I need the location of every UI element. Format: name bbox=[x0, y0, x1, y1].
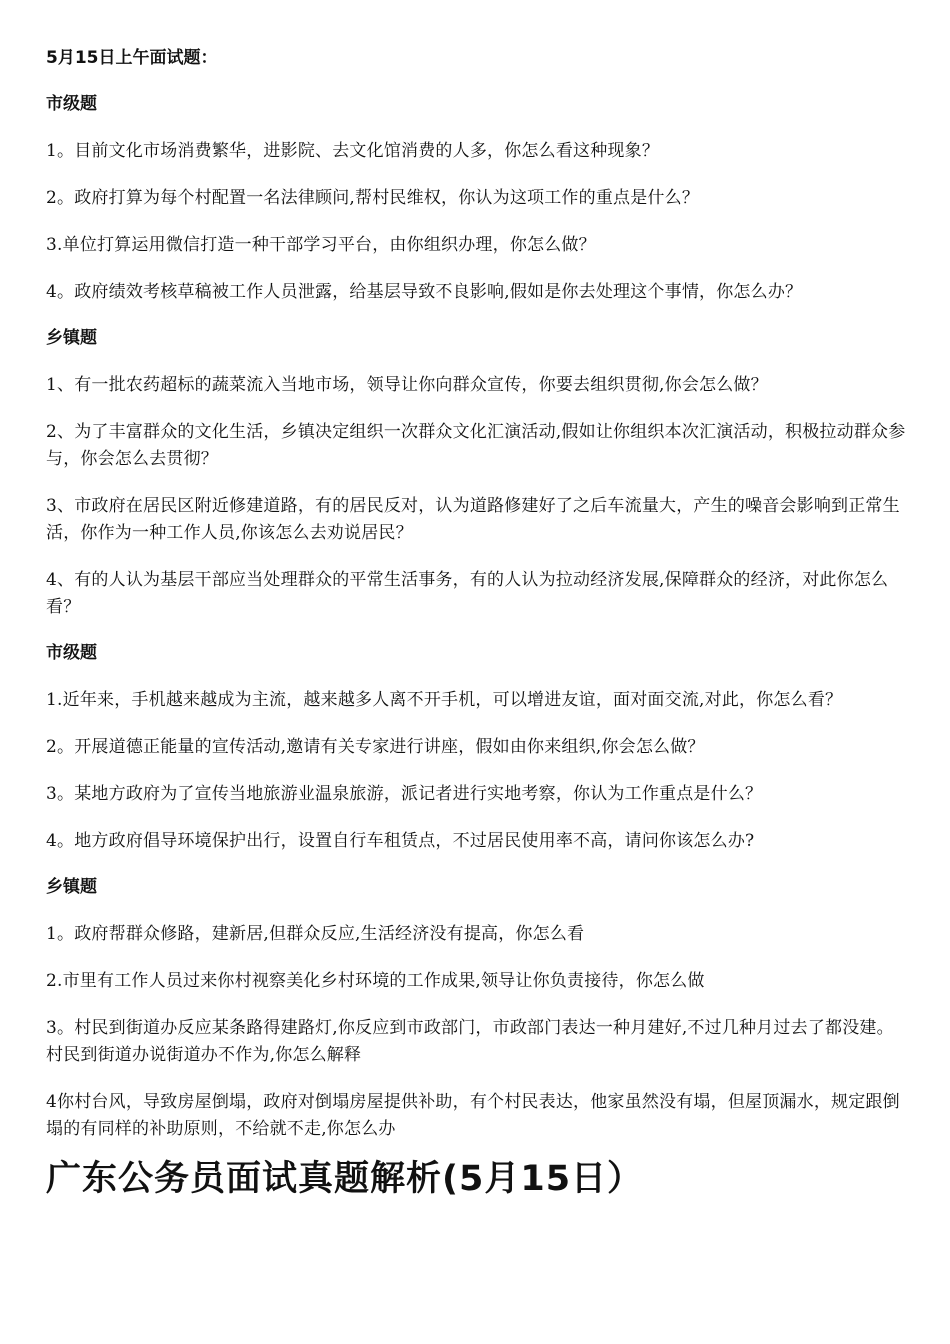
question-city-1-4: 4。政府绩效考核草稿被工作人员泄露，给基层导致不良影响,假如是你去处理这个事情，你怎么办？ bbox=[46, 282, 803, 302]
section-title-city-1: 市级题 bbox=[46, 94, 97, 114]
question-town-2-3: 3。村民到街道办反应某条路得建路灯,你反应到市政部门，市政部门表达一种月建好,不过几种月过去了都没建。村民到街道办说街道办不作为,你怎么解释 bbox=[46, 1018, 894, 1065]
section-title-town-2: 乡镇题 bbox=[46, 877, 97, 897]
question-town-1-2: 2、为了丰富群众的文化生活，乡镇决定组织一次群众文化汇演活动,假如让你组织本次汇演活动，积极拉动群众参与，你会怎么去贯彻？ bbox=[46, 422, 906, 469]
question-town-2-2: 2.市里有工作人员过来你村视察美化乡村环境的工作成果,领导让你负责接待，你怎么做 bbox=[46, 971, 705, 991]
session-heading: 5月15日上午面试题： bbox=[46, 48, 218, 68]
question-town-2-1: 1。政府帮群众修路，建新居,但群众反应,生活经济没有提高，你怎么看 bbox=[46, 924, 585, 944]
question-town-1-4: 4、有的人认为基层干部应当处理群众的平常生活事务，有的人认为拉动经济发展,保障群众的经济，对此你怎么看？ bbox=[46, 570, 889, 617]
document-page bbox=[46, 46, 908, 1201]
document-title: 广东公务员面试真题解析(5月15日） bbox=[46, 1159, 644, 1199]
question-city-2-1: 1.近年来，手机越来越成为主流，越来越多人离不开手机，可以增进友谊，面对面交流,对此，你怎么看？ bbox=[46, 690, 843, 710]
question-city-1-1: 1。目前文化市场消费繁华，进影院、去文化馆消费的人多，你怎么看这种现象？ bbox=[46, 141, 660, 161]
question-town-2-4: 4你村台风，导致房屋倒塌，政府对倒塌房屋提供补助，有个村民表达，他家虽然没有塌，但屋顶漏水，规定跟倒塌的有同样的补助原则，不给就不走,你怎么办 bbox=[46, 1092, 900, 1139]
section-title-town-1: 乡镇题 bbox=[46, 328, 97, 348]
question-city-1-2: 2。政府打算为每个村配置一名法律顾问,帮村民维权，你认为这项工作的重点是什么？ bbox=[46, 188, 700, 208]
question-city-2-3: 3。某地方政府为了宣传当地旅游业温泉旅游，派记者进行实地考察，你认为工作重点是什么？ bbox=[46, 784, 763, 804]
question-town-1-3: 3、市政府在居民区附近修建道路，有的居民反对，认为道路修建好了之后车流量大，产生的噪音会影响到正常生活，你作为一种工作人员,你该怎么去劝说居民？ bbox=[46, 496, 900, 543]
question-town-1-1: 1、有一批农药超标的蔬菜流入当地市场，领导让你向群众宣传，你要去组织贯彻,你会怎么做？ bbox=[46, 375, 768, 395]
section-title-city-2: 市级题 bbox=[46, 643, 97, 663]
question-city-2-4: 4。地方政府倡导环境保护出行，设置自行车租赁点，不过居民使用率不高，请问你该怎么办? bbox=[46, 831, 755, 851]
question-city-2-2: 2。开展道德正能量的宣传活动,邀请有关专家进行讲座，假如由你来组织,你会怎么做？ bbox=[46, 737, 705, 757]
question-city-1-3: 3.单位打算运用微信打造一种干部学习平台，由你组织办理，你怎么做？ bbox=[46, 235, 596, 255]
